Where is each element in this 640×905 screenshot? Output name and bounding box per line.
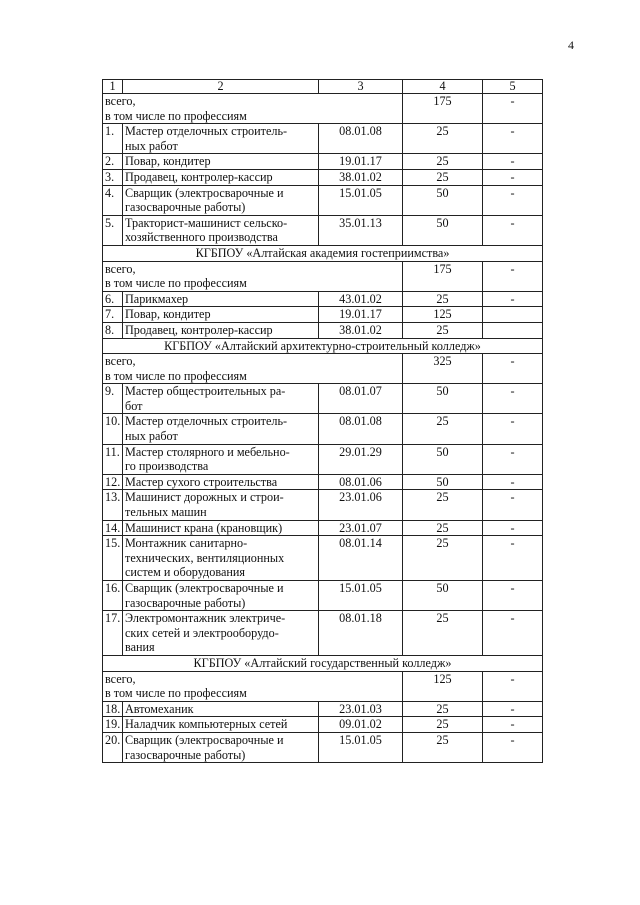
profession-name-line: Тракторист-машинист сельско- [125,215,288,230]
total-label [103,671,403,701]
enrollment-value: 25 [403,611,483,656]
enrollment-value: 25 [403,291,483,307]
profession-name [123,490,319,520]
profession-name-line: Мастер столярного и мебельно- [125,444,290,459]
table-row [103,185,543,215]
row-col5: - [483,384,543,414]
row-number: 10. [103,414,123,444]
enrollment-value: 50 [403,215,483,245]
row-number: 3. [103,169,123,185]
total-label-line: в том числе по профессиям [105,368,247,383]
row-col5: - [483,611,543,656]
profession-code: 38.01.02 [319,169,403,185]
row-col5 [483,322,543,338]
row-number: 19. [103,717,123,733]
profession-name [123,732,319,762]
section-heading: КГБПОУ «Алтайский архитектурно-строительный колледж» [103,338,543,354]
total-col5: - [483,261,543,291]
table-row [103,717,543,733]
total-col5: - [483,354,543,384]
row-number: 18. [103,701,123,717]
profession-name-line: хозяйственного производства [125,230,278,245]
professions-table-body [103,80,543,763]
enrollment-value: 50 [403,444,483,474]
total-row [103,671,543,701]
row-number: 1. [103,124,123,154]
row-col5: - [483,169,543,185]
row-number: 4. [103,185,123,215]
row-col5: - [483,124,543,154]
row-col5: - [483,154,543,170]
row-number: 20. [103,732,123,762]
profession-code: 09.01.02 [319,717,403,733]
total-label-line: в том числе по профессиям [105,108,247,123]
row-col5: - [483,490,543,520]
row-col5: - [483,291,543,307]
column-number-row [103,80,543,94]
profession-name [123,169,319,185]
profession-name-line: го производства [125,459,209,474]
profession-name-line: тельных машин [125,505,207,520]
row-col5: - [483,474,543,490]
enrollment-value: 25 [403,124,483,154]
row-col5: - [483,732,543,762]
profession-name [123,414,319,444]
profession-name [123,185,319,215]
profession-name-line: газосварочные работы) [125,595,246,610]
total-value: 325 [403,354,483,384]
enrollment-value: 50 [403,185,483,215]
enrollment-value: 25 [403,732,483,762]
profession-name [123,717,319,733]
row-col5: - [483,414,543,444]
profession-code: 08.01.08 [319,414,403,444]
profession-code: 08.01.18 [319,611,403,656]
profession-code: 19.01.17 [319,154,403,170]
profession-name-line: Сварщик (электросварочные и [125,581,284,595]
profession-name-line: Мастер отделочных строитель- [125,414,288,429]
profession-name-line: Машинист крана (крановщик) [125,520,283,535]
enrollment-value: 25 [403,322,483,338]
profession-name [123,124,319,154]
profession-name [123,520,319,536]
profession-name-line: Сварщик (электросварочные и [125,185,284,200]
row-number: 15. [103,536,123,581]
profession-name-line: систем и оборудования [125,565,245,580]
page-number: 4 [568,38,574,52]
section-heading-row [103,245,543,261]
enrollment-value: 25 [403,490,483,520]
profession-name [123,444,319,474]
profession-code: 08.01.06 [319,474,403,490]
table-row [103,169,543,185]
table-row [103,322,543,338]
table-row [103,307,543,323]
profession-code: 23.01.03 [319,701,403,717]
enrollment-value: 50 [403,581,483,611]
enrollment-value: 125 [403,307,483,323]
profession-code: 15.01.05 [319,732,403,762]
profession-name [123,307,319,323]
column-number: 1 [103,80,123,94]
profession-code: 29.01.29 [319,444,403,474]
enrollment-value: 25 [403,717,483,733]
profession-code: 19.01.17 [319,307,403,323]
profession-name-line: Наладчик компьютерных сетей [125,717,288,732]
profession-name-line: газосварочные работы) [125,200,246,215]
profession-name-line: Мастер отделочных строитель- [125,124,288,139]
profession-name-line: Мастер общестроительных ра- [125,384,286,399]
table-row [103,444,543,474]
section-heading-row [103,338,543,354]
row-number: 12. [103,474,123,490]
table-row [103,536,543,581]
row-col5: - [483,444,543,474]
row-col5: - [483,520,543,536]
total-value: 175 [403,94,483,124]
enrollment-value: 25 [403,154,483,170]
total-row [103,261,543,291]
total-label [103,261,403,291]
section-heading: КГБПОУ «Алтайская академия гостеприимства» [103,245,543,261]
profession-name-line: Электромонтажник электриче- [125,611,286,626]
enrollment-value: 50 [403,384,483,414]
row-number: 6. [103,291,123,307]
total-label-line: всего, [105,671,136,686]
profession-name-line: Машинист дорожных и строи- [125,490,284,505]
column-number: 2 [123,80,319,94]
row-number: 5. [103,215,123,245]
column-number: 5 [483,80,543,94]
row-col5: - [483,717,543,733]
profession-name-line: Мастер сухого строительства [125,474,278,489]
profession-name [123,322,319,338]
table-row [103,581,543,611]
column-number: 3 [319,80,403,94]
profession-code: 15.01.05 [319,185,403,215]
profession-name-line: ных работ [125,138,178,153]
professions-table [102,79,543,763]
row-number: 17. [103,611,123,656]
profession-name [123,701,319,717]
section-heading: КГБПОУ «Алтайский государственный колледж» [103,655,543,671]
row-number: 14. [103,520,123,536]
enrollment-value: 25 [403,414,483,444]
profession-name-line: Монтажник санитарно- [125,536,248,551]
profession-name [123,291,319,307]
row-number: 2. [103,154,123,170]
enrollment-value: 25 [403,701,483,717]
enrollment-value: 25 [403,536,483,581]
table-row [103,124,543,154]
profession-name [123,536,319,581]
profession-name-line: газосварочные работы) [125,747,246,762]
total-label-line: в том числе по профессиям [105,276,247,291]
total-value: 125 [403,671,483,701]
total-label-line: всего, [105,94,136,108]
column-number: 4 [403,80,483,94]
profession-name-line: Продавец, контролер-кассир [125,322,273,337]
profession-name-line: ных работ [125,429,178,444]
table-row [103,154,543,170]
profession-code: 23.01.07 [319,520,403,536]
profession-name-line: Повар, кондитер [125,307,211,322]
profession-name-line: вания [125,640,155,655]
total-label-line: всего, [105,354,136,369]
enrollment-value: 25 [403,520,483,536]
profession-code: 08.01.08 [319,124,403,154]
row-col5: - [483,536,543,581]
table-row [103,520,543,536]
profession-code: 23.01.06 [319,490,403,520]
profession-name-line: Продавец, контролер-кассир [125,169,273,184]
profession-name-line: бот [125,398,143,413]
table-row [103,291,543,307]
total-label-line: в том числе по профессиям [105,686,247,701]
table-row [103,732,543,762]
total-value: 175 [403,261,483,291]
profession-name-line: Повар, кондитер [125,154,211,169]
profession-name-line: Сварщик (электросварочные и [125,732,284,747]
profession-code: 43.01.02 [319,291,403,307]
enrollment-value: 25 [403,169,483,185]
profession-code: 08.01.14 [319,536,403,581]
total-label [103,94,403,124]
table-row [103,384,543,414]
row-col5: - [483,185,543,215]
profession-name [123,215,319,245]
row-col5: - [483,701,543,717]
profession-name-line: ских сетей и электрооборудо- [125,625,279,640]
row-col5: - [483,215,543,245]
profession-code: 38.01.02 [319,322,403,338]
total-col5: - [483,94,543,124]
table-row [103,215,543,245]
total-label [103,354,403,384]
profession-code: 35.01.13 [319,215,403,245]
total-label-line: всего, [105,261,136,276]
profession-name [123,384,319,414]
table-row [103,701,543,717]
total-row [103,94,543,124]
profession-code: 08.01.07 [319,384,403,414]
profession-name [123,581,319,611]
profession-name [123,474,319,490]
row-number: 9. [103,384,123,414]
row-number: 8. [103,322,123,338]
table-row [103,474,543,490]
row-col5: - [483,581,543,611]
enrollment-value: 50 [403,474,483,490]
profession-name-line: технических, вентиляционных [125,550,285,565]
profession-name [123,154,319,170]
total-row [103,354,543,384]
row-number: 16. [103,581,123,611]
profession-name-line: Автомеханик [125,701,194,716]
profession-name-line: Парикмахер [125,291,189,306]
row-col5 [483,307,543,323]
section-heading-row [103,655,543,671]
table-row [103,611,543,656]
profession-code: 15.01.05 [319,581,403,611]
row-number: 7. [103,307,123,323]
row-number: 11. [103,444,123,474]
row-number: 13. [103,490,123,520]
total-col5: - [483,671,543,701]
profession-name [123,611,319,656]
table-row [103,490,543,520]
table-row [103,414,543,444]
